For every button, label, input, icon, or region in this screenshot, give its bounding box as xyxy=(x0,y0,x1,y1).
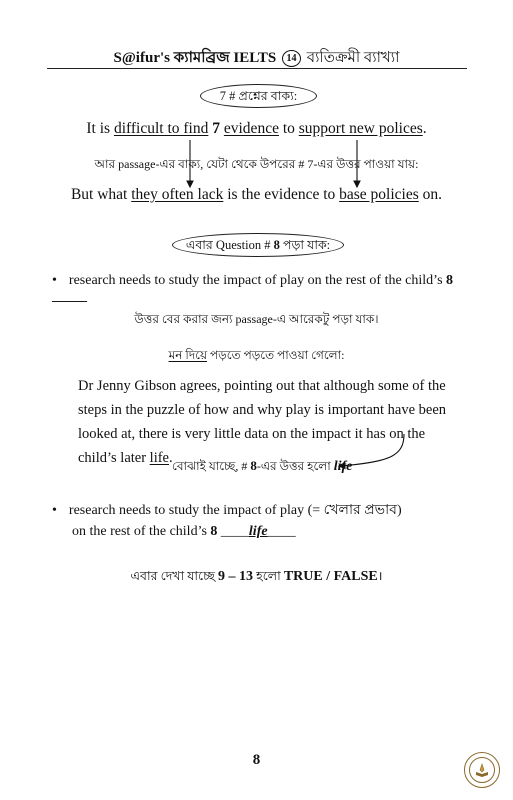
q7-keyword-support: support new polices xyxy=(298,120,423,137)
volume-badge: 14 xyxy=(282,50,301,67)
passage-keyword-lack: they often lack xyxy=(131,186,224,203)
next-text: । xyxy=(377,569,383,583)
next-text: এবার দেখা যাচ্ছে xyxy=(130,569,219,583)
brand-name: S@ifur's xyxy=(113,50,170,66)
passage-paragraph-text: Dr Jenny Gibson agrees, pointing out that although some of the steps in the puzzle of how and why play is important have been looked at, there is very little data on the impact it has on the child’s later xyxy=(78,378,447,466)
q8-note-read-more: উত্তর বের করার জন্য passage-এ আরেকটু পড়া যাক। xyxy=(134,312,379,326)
passage-keyword-life: life xyxy=(149,450,169,466)
passage-text: But what xyxy=(70,186,132,203)
passage-paragraph xyxy=(78,374,448,470)
passage-text: on. xyxy=(418,186,443,203)
passage-text: is the evidence to xyxy=(223,186,340,203)
q8-bubble-text: পড়া যাক: xyxy=(279,238,331,252)
next-question-type: TRUE / FALSE xyxy=(283,569,378,584)
q7-text: It is xyxy=(86,120,114,137)
bullet-dot: • xyxy=(52,503,57,518)
page-number: 8 xyxy=(252,752,261,768)
q8-answer-line2 xyxy=(72,524,296,540)
q7-note: আর passage-এর বাক্য, যেটা থেকে উপরের # 7-এর উত্তর পাওয়া যায়: xyxy=(94,157,419,171)
q8-bubble-number: 8 xyxy=(273,238,280,252)
next-questions-note xyxy=(0,567,513,588)
q7-text: to xyxy=(278,120,299,137)
q7-number: 7 xyxy=(212,120,220,137)
q8-bullet xyxy=(52,273,472,305)
q8-answer-bullet xyxy=(52,498,402,522)
q8-blank: _____ xyxy=(52,289,87,304)
q8-question-text: research needs to study the impact of play on the rest of the child’s xyxy=(68,273,447,288)
q8-answer-number: 8 xyxy=(210,524,218,539)
next-text: হলো xyxy=(253,569,284,583)
seal-inner-ring xyxy=(469,757,495,783)
publisher-seal-icon xyxy=(464,752,500,788)
header-subtitle: ব্যতিক্রমী ব্যাখ্যা xyxy=(306,50,400,66)
answer-number: 8 xyxy=(250,458,257,473)
q7-keyword-difficult: difficult to find xyxy=(113,120,209,137)
answer-text: বোঝাই যাচ্ছে, # xyxy=(172,459,251,473)
q8-filled-answer: life xyxy=(248,524,268,539)
q8-bubble-text: এবার Question # xyxy=(185,238,274,252)
q7-keyword-evidence: evidence xyxy=(223,120,279,137)
book-pen-icon xyxy=(474,762,490,778)
next-range: 9 – 13 xyxy=(218,569,254,584)
passage-keyword-base: base policies xyxy=(339,186,419,203)
q8-answer-note xyxy=(172,458,352,478)
q8-bubble xyxy=(172,233,344,257)
q7-period: . xyxy=(422,120,427,137)
passage-paragraph-period: . xyxy=(169,450,173,466)
q7-passage-sentence xyxy=(0,186,513,204)
q8-note-rest: পড়তে পড়তে পাওয়া গেলো: xyxy=(207,348,345,362)
q8-note-underlined: মন দিয়ে xyxy=(168,348,208,362)
q8-answer-blank: ____ xyxy=(220,524,249,539)
bullet-dot: • xyxy=(52,273,57,288)
answer-text: -এর উত্তর হলো xyxy=(256,459,334,473)
q8-note-found xyxy=(0,347,513,367)
answer-word: life xyxy=(333,459,353,474)
q8-answer-blank: ____ xyxy=(267,524,296,539)
q8-answer-line1: research needs to study the impact of play (= খেলার প্রভাব) xyxy=(68,503,402,518)
book-title: ক্যামব্রিজ IELTS xyxy=(173,50,277,66)
q7-bubble-label: 7 # প্রশ্নের বাক্য: xyxy=(219,89,298,103)
q8-answer-line2-text: on the rest of the child’s xyxy=(72,524,211,539)
q8-number: 8 xyxy=(446,273,454,288)
